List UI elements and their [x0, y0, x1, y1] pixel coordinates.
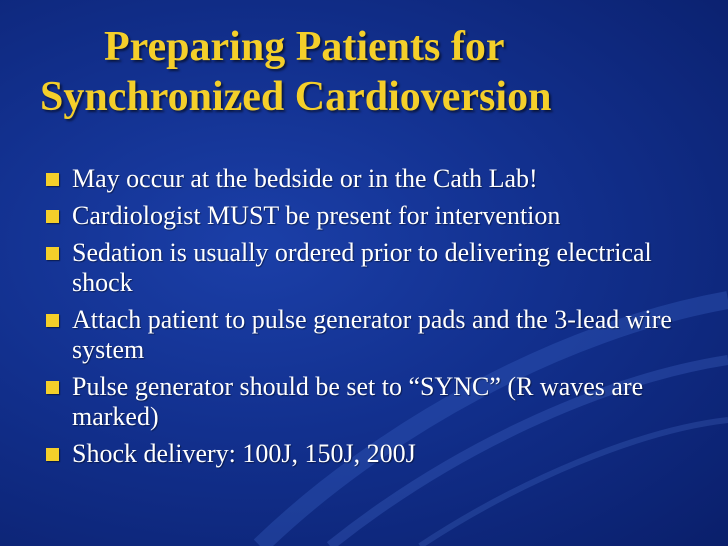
square-bullet-icon: [46, 448, 59, 461]
slide-title: [40, 22, 700, 122]
square-bullet-icon: [46, 314, 59, 327]
slide-title-line-2: Synchronized Cardioversion: [40, 74, 552, 120]
bullet-item: [44, 201, 704, 231]
bullet-text: Cardiologist MUST be present for intervention: [72, 201, 561, 230]
bullet-item: [44, 164, 704, 194]
square-bullet-icon: [46, 247, 59, 260]
bullet-text: Pulse generator should be set to “SYNC” (R waves are marked): [72, 372, 644, 431]
bullet-text: Attach patient to pulse generator pads and the 3-lead wire system: [72, 305, 672, 364]
bullet-text: Sedation is usually ordered prior to delivering electrical shock: [72, 238, 652, 297]
bullet-text: May occur at the bedside or in the Cath Lab!: [72, 164, 538, 193]
bullet-text: Shock delivery: 100J, 150J, 200J: [72, 439, 416, 468]
square-bullet-icon: [46, 381, 59, 394]
bullet-item: [44, 372, 704, 432]
bullet-item: [44, 238, 704, 298]
square-bullet-icon: [46, 210, 59, 223]
square-bullet-icon: [46, 173, 59, 186]
bullet-list: [44, 164, 704, 476]
bullet-item: [44, 439, 704, 469]
slide-title-line-1: Preparing Patients for: [104, 24, 505, 70]
bullet-item: [44, 305, 704, 365]
